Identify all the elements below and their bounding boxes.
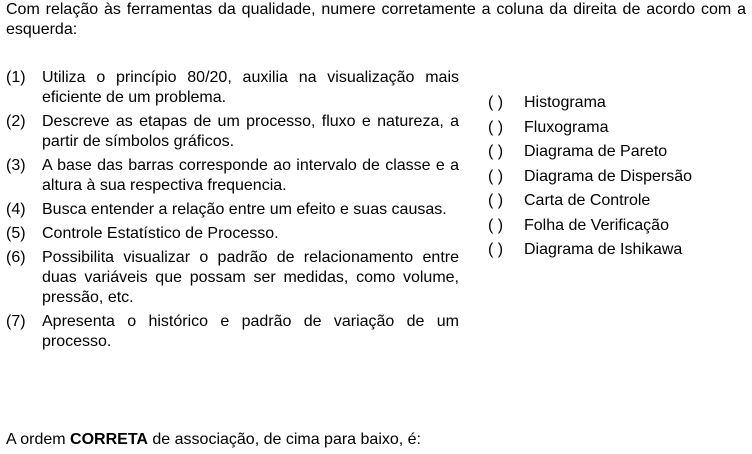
item-description: Controle Estatístico de Processo. xyxy=(42,225,279,242)
option-item xyxy=(488,142,748,167)
option-label: Fluxograma xyxy=(524,118,609,136)
option-label: Diagrama de Pareto xyxy=(524,143,668,160)
answer-blank: ( ) xyxy=(488,94,504,111)
option-item xyxy=(488,118,748,143)
item-number: (6) xyxy=(6,249,26,266)
item-number: (4) xyxy=(6,201,26,218)
option-item xyxy=(488,167,748,192)
answer-blank: ( ) xyxy=(488,167,504,185)
right-column xyxy=(488,93,748,265)
list-item xyxy=(6,248,459,308)
list-item xyxy=(6,68,459,108)
item-description: Descreve as etapas de um processo, fluxo e natureza, a partir de símbolos gráficos. xyxy=(42,113,459,150)
option-label: Folha de Verificação xyxy=(524,216,669,234)
option-item xyxy=(488,240,748,265)
item-number: (2) xyxy=(6,113,26,130)
item-description: Possibilita visualizar o padrão de relacionamento entre duas variáveis que possam ser medidas, como volume, pressão, etc. xyxy=(42,249,459,306)
option-item xyxy=(488,191,748,216)
option-item xyxy=(488,216,748,241)
answer-blank: ( ) xyxy=(488,118,504,136)
prompt-suffix: de associação, de cima para baixo, é: xyxy=(147,431,421,448)
answer-blank: ( ) xyxy=(488,143,504,160)
item-number: (1) xyxy=(6,69,26,86)
item-number: (7) xyxy=(6,313,26,330)
left-column xyxy=(6,68,459,356)
question-prompt xyxy=(6,430,746,450)
list-item xyxy=(6,156,459,196)
item-number: (3) xyxy=(6,157,26,174)
list-item xyxy=(6,224,459,244)
item-description: Busca entender a relação entre um efeito e suas causas. xyxy=(42,201,447,218)
item-number: (5) xyxy=(6,225,26,242)
list-item xyxy=(6,312,459,352)
option-label: Histograma xyxy=(524,94,606,111)
answer-blank: ( ) xyxy=(488,192,504,209)
prompt-prefix: A ordem xyxy=(6,431,71,448)
answer-blank: ( ) xyxy=(488,241,504,258)
answer-blank: ( ) xyxy=(488,216,504,234)
option-label: Carta de Controle xyxy=(524,192,651,209)
item-description: Utiliza o princípio 80/20, auxilia na visualização mais eficiente de um problema. xyxy=(42,69,459,106)
list-item xyxy=(6,112,459,152)
prompt-emphasis: CORRETA xyxy=(70,431,148,448)
option-label: Diagrama de Ishikawa xyxy=(524,241,683,258)
option-item xyxy=(488,93,748,118)
list-item xyxy=(6,200,459,220)
item-description: A base das barras corresponde ao intervalo de classe e a altura à sua respectiva frequencia. xyxy=(42,157,459,194)
option-label: Diagrama de Dispersão xyxy=(524,167,693,185)
item-description: Apresenta o histórico e padrão de variação de um processo. xyxy=(42,313,459,350)
question-intro: Com relação às ferramentas da qualidade, numere corretamente a coluna da direita de acordo com a esquerda: xyxy=(6,1,746,38)
